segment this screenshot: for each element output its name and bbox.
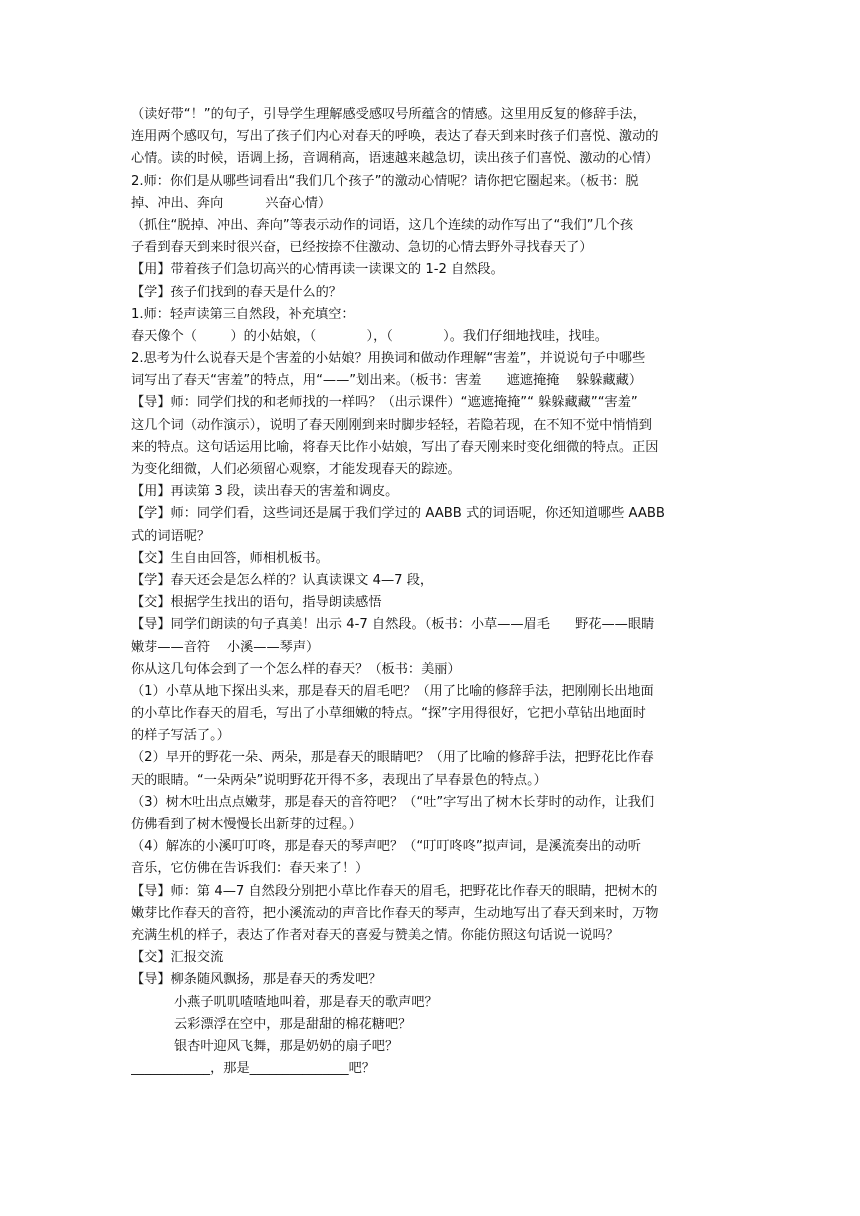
text-line: （3）树木吐出点点嫩芽，那是春天的音符吧？（“吐”字写出了树木长芽时的动作，让我们 bbox=[131, 794, 655, 810]
text-line: 【交】生自由回答，师相机板书。 bbox=[131, 550, 329, 566]
text-line: （读好带“！”的句子，引导学生理解感受感叹号所蕴含的情感。这里用反复的修辞手法， bbox=[131, 107, 646, 122]
text-line: 为变化细微，人们必须留心观察，才能发现春天的踪迹。 bbox=[131, 462, 461, 477]
text-line: 嫩芽比作春天的音符，把小溪流动的声音比作春天的琴声，生动地写出了春天到来时，万物 bbox=[131, 905, 659, 921]
text-line: 小燕子叽叽喳喳地叫着，那是春天的歌声吧？ bbox=[174, 994, 438, 1010]
text-line: 【用】带着孩子们急切高兴的心情再读一读课文的 1-2 自然段。 bbox=[131, 262, 504, 278]
text-line: 你从这几句体会到了一个怎么样的春天？（板书：美丽） bbox=[131, 661, 461, 677]
text-line: （2）早开的野花一朵、两朵，那是春天的眼睛吧？（用了比喻的修辞手法，把野花比作春 bbox=[131, 750, 654, 766]
text-line: 词写出了春天“害羞”的特点，用“——”划出来。（板书：害羞 遮遮掩掩 躲躲藏藏） bbox=[131, 373, 643, 389]
text-line: 嫩芽——音符 小溪——琴声） bbox=[131, 639, 320, 655]
text-line: 【导】柳条随风飘扬，那是春天的秀发吧？ bbox=[131, 972, 382, 988]
text-line: 音乐，它仿佛在告诉我们：春天来了！） bbox=[131, 861, 369, 877]
text-line: 【学】孩子们找到的春天是什么的？ bbox=[131, 284, 342, 300]
text-line: 天的眼睛。“一朵两朵”说明野花开得不多，表现出了早春景色的特点。） bbox=[131, 772, 547, 788]
text-line: 1.师：轻声读第三自然段，补充填空： bbox=[131, 306, 355, 322]
text-line: 【用】再读第 3 段，读出春天的害羞和调皮。 bbox=[131, 484, 399, 500]
text-line: 【导】师：同学们找的和老师找的一样吗？（出示课件）“遮遮掩掩”“ 躲躲藏藏”“害羞” bbox=[131, 395, 638, 411]
text-line: 云彩漂浮在空中，那是甜甜的棉花糖吧？ bbox=[174, 1016, 412, 1032]
text-line: （4）解冻的小溪叮叮咚，那是春天的琴声吧？（“叮叮咚咚”拟声词，是溪流奏出的动听 bbox=[131, 839, 641, 855]
text-line: 【交】根据学生找出的语句，指导朗读感悟 bbox=[131, 595, 382, 611]
text-line: 心情。读的时候，语调上扬，音调稍高，语速越来越急切，读出孩子们喜悦、激动的心情） bbox=[131, 151, 659, 167]
text-line: （1）小草从地下探出头来，那是春天的眉毛吧？（用了比喻的修辞手法，把刚刚长出地面 bbox=[131, 683, 654, 699]
text-line: 子看到春天到来时很兴奋，已经按捺不住激动、急切的心情去野外寻找春天了） bbox=[131, 240, 593, 256]
text-line: 连用两个感叹句，写出了孩子们内心对春天的呼唤，表达了春天到来时孩子们喜悦、激动的 bbox=[131, 129, 659, 145]
text-line: 的小草比作春天的眉毛，写出了小草细嫩的特点。“探”字用得很好，它把小草钻出地面时 bbox=[131, 706, 646, 722]
text-line: 仿佛看到了树木慢慢长出新芽的过程。） bbox=[131, 817, 362, 832]
text-line: 【导】同学们朗读的句子真美！出示 4-7 自然段。（板书：小草——眉毛 野花——眼睛 bbox=[131, 617, 655, 633]
text-line: 这几个词（动作演示），说明了春天刚刚到来时脚步轻轻，若隐若现，在不知不觉中悄悄到 bbox=[131, 417, 652, 433]
text-line: （抓住“脱掉、冲出、奔向”等表示动作的词语，这几个连续的动作写出了“我们”几个孩 bbox=[131, 217, 634, 233]
text-line: 充满生机的样子，表达了作者对春天的喜爱与赞美之情。你能仿照这句话说一说吗？ bbox=[131, 927, 619, 943]
text-line: 【学】春天还会是怎么样的？认真读课文 4—7 段， bbox=[131, 572, 434, 588]
text-line: 2.思考为什么说春天是个害羞的小姑娘？用换词和做动作理解“害羞”，并说说句子中哪些 bbox=[131, 351, 646, 367]
text-line: 【学】师：同学们看，这些词还是属于我们学过的 AABB 式的词语呢，你还知道哪些 AABB bbox=[131, 506, 665, 522]
document-page bbox=[131, 104, 735, 1080]
text-line: 来的特点。这句话运用比喻，将春天比作小姑娘，写出了春天刚来时变化细微的特点。正因 bbox=[131, 439, 659, 455]
fill-in-blank-line: ____________，那是_______________吧？ bbox=[131, 1061, 375, 1077]
text-line: 【交】汇报交流 bbox=[131, 950, 224, 966]
text-line: 式的词语呢？ bbox=[131, 528, 211, 544]
text-line: 春天像个（ ）的小姑娘，（ ），（ ）。我们仔细地找哇，找哇。 bbox=[131, 328, 608, 344]
text-line: 银杏叶迎风飞舞，那是奶奶的扇子吧？ bbox=[174, 1038, 399, 1054]
text-line: 掉、冲出、奔向 兴奋心情） bbox=[131, 195, 332, 211]
text-line: 的样子写活了。） bbox=[131, 728, 230, 744]
text-line: 【导】师：第 4—7 自然段分别把小草比作春天的眉毛，把野花比作春天的眼睛，把树木的 bbox=[131, 883, 658, 899]
text-line: 2.师：你们是从哪些词看出“我们几个孩子”的激动心情呢？请你把它圈起来。（板书：脱 bbox=[131, 173, 639, 189]
